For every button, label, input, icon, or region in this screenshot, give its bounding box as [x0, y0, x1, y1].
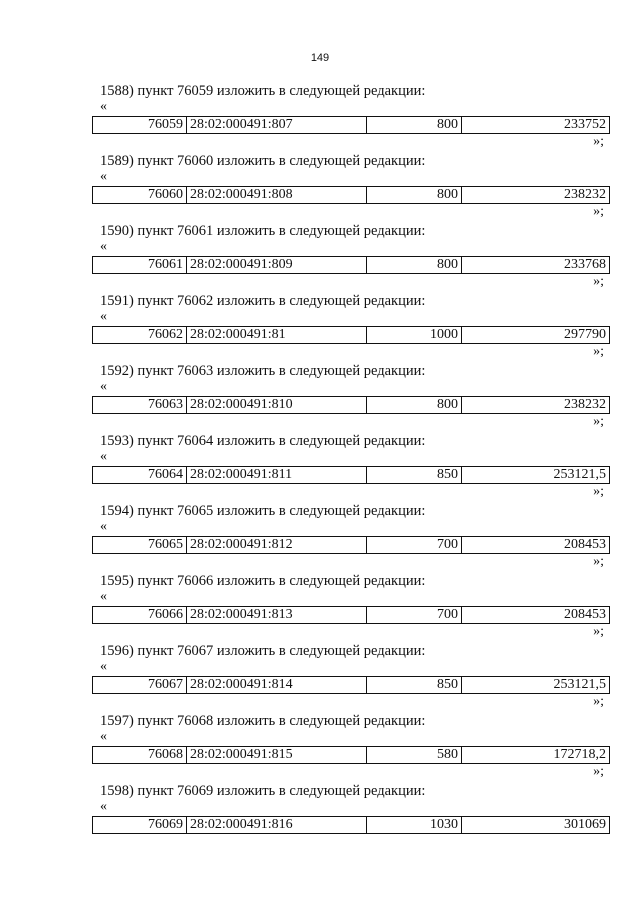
- page-number: 149: [310, 52, 330, 64]
- opening-quote: «: [100, 379, 107, 394]
- amendment-heading: 1593) пункт 76064 изложить в следующей редакции:: [100, 433, 426, 449]
- table-row: [92, 396, 610, 414]
- value-cell: 238232: [461, 397, 609, 413]
- value-cell: 238232: [461, 187, 609, 203]
- table-row: [92, 816, 610, 834]
- amendment-block: [92, 362, 610, 432]
- value-cell: 208453: [461, 607, 609, 623]
- cadastral-number-cell: 28:02:000491:810: [186, 397, 366, 413]
- cadastral-number-cell: 28:02:000491:81: [186, 327, 366, 343]
- item-number-cell: 76065: [148, 537, 183, 552]
- item-number-cell: 76059: [148, 117, 183, 132]
- cadastral-number-cell: 28:02:000491:812: [186, 537, 366, 553]
- closing-quote: »;: [593, 274, 604, 289]
- closing-quote: »;: [593, 694, 604, 709]
- area-cell: 1030: [366, 817, 461, 833]
- opening-quote: «: [100, 169, 107, 184]
- amendment-list: [92, 82, 610, 852]
- closing-quote: »;: [593, 624, 604, 639]
- amendment-block: [92, 82, 610, 152]
- item-number-cell: 76060: [148, 187, 183, 202]
- value-cell: 253121,5: [461, 467, 609, 483]
- table-row: [92, 326, 610, 344]
- value-cell: 297790: [461, 327, 609, 343]
- amendment-block: [92, 432, 610, 502]
- item-number-cell: 76068: [148, 747, 183, 762]
- value-cell: 208453: [461, 537, 609, 553]
- closing-quote: »;: [593, 134, 604, 149]
- amendment-heading: 1595) пункт 76066 изложить в следующей редакции:: [100, 573, 426, 589]
- item-number-cell: 76062: [148, 327, 183, 342]
- area-cell: 800: [366, 257, 461, 273]
- closing-quote: »;: [593, 204, 604, 219]
- amendment-heading: 1588) пункт 76059 изложить в следующей редакции:: [100, 83, 426, 99]
- opening-quote: «: [100, 309, 107, 324]
- table-row: [92, 116, 610, 134]
- item-number-cell: 76069: [148, 817, 183, 832]
- table-row: [92, 256, 610, 274]
- closing-quote: »;: [593, 344, 604, 359]
- cadastral-number-cell: 28:02:000491:816: [186, 817, 366, 833]
- amendment-heading: 1594) пункт 76065 изложить в следующей редакции:: [100, 503, 426, 519]
- opening-quote: «: [100, 729, 107, 744]
- cadastral-number-cell: 28:02:000491:811: [186, 467, 366, 483]
- item-number-cell: 76067: [148, 677, 183, 692]
- area-cell: 800: [366, 187, 461, 203]
- amendment-block: [92, 152, 610, 222]
- cadastral-number-cell: 28:02:000491:814: [186, 677, 366, 693]
- opening-quote: «: [100, 519, 107, 534]
- cadastral-number-cell: 28:02:000491:808: [186, 187, 366, 203]
- cadastral-number-cell: 28:02:000491:815: [186, 747, 366, 763]
- value-cell: 233752: [461, 117, 609, 133]
- amendment-heading: 1596) пункт 76067 изложить в следующей редакции:: [100, 643, 426, 659]
- amendment-heading: 1592) пункт 76063 изложить в следующей редакции:: [100, 363, 426, 379]
- area-cell: 800: [366, 117, 461, 133]
- amendment-heading: 1597) пункт 76068 изложить в следующей редакции:: [100, 713, 426, 729]
- table-row: [92, 676, 610, 694]
- value-cell: 172718,2: [461, 747, 609, 763]
- closing-quote: »;: [593, 484, 604, 499]
- amendment-block: [92, 292, 610, 362]
- opening-quote: «: [100, 589, 107, 604]
- opening-quote: «: [100, 799, 107, 814]
- table-row: [92, 606, 610, 624]
- item-number-cell: 76063: [148, 397, 183, 412]
- area-cell: 700: [366, 537, 461, 553]
- table-row: [92, 186, 610, 204]
- amendment-block: [92, 502, 610, 572]
- item-number-cell: 76064: [148, 467, 183, 482]
- area-cell: 850: [366, 677, 461, 693]
- cadastral-number-cell: 28:02:000491:807: [186, 117, 366, 133]
- table-row: [92, 746, 610, 764]
- item-number-cell: 76061: [148, 257, 183, 272]
- area-cell: 1000: [366, 327, 461, 343]
- opening-quote: «: [100, 659, 107, 674]
- amendment-block: [92, 642, 610, 712]
- table-row: [92, 466, 610, 484]
- amendment-block: [92, 782, 610, 852]
- closing-quote: »;: [593, 414, 604, 429]
- value-cell: 233768: [461, 257, 609, 273]
- area-cell: 700: [366, 607, 461, 623]
- value-cell: 301069: [461, 817, 609, 833]
- value-cell: 253121,5: [461, 677, 609, 693]
- closing-quote: »;: [593, 764, 604, 779]
- amendment-block: [92, 712, 610, 782]
- amendment-heading: 1590) пункт 76061 изложить в следующей редакции:: [100, 223, 426, 239]
- item-number-cell: 76066: [148, 607, 183, 622]
- opening-quote: «: [100, 449, 107, 464]
- closing-quote: »;: [593, 554, 604, 569]
- amendment-block: [92, 572, 610, 642]
- cadastral-number-cell: 28:02:000491:813: [186, 607, 366, 623]
- opening-quote: «: [100, 239, 107, 254]
- opening-quote: «: [100, 99, 107, 114]
- amendment-heading: 1598) пункт 76069 изложить в следующей редакции:: [100, 783, 426, 799]
- amendment-heading: 1591) пункт 76062 изложить в следующей редакции:: [100, 293, 426, 309]
- cadastral-number-cell: 28:02:000491:809: [186, 257, 366, 273]
- area-cell: 580: [366, 747, 461, 763]
- table-row: [92, 536, 610, 554]
- amendment-block: [92, 222, 610, 292]
- area-cell: 800: [366, 397, 461, 413]
- amendment-heading: 1589) пункт 76060 изложить в следующей редакции:: [100, 153, 426, 169]
- area-cell: 850: [366, 467, 461, 483]
